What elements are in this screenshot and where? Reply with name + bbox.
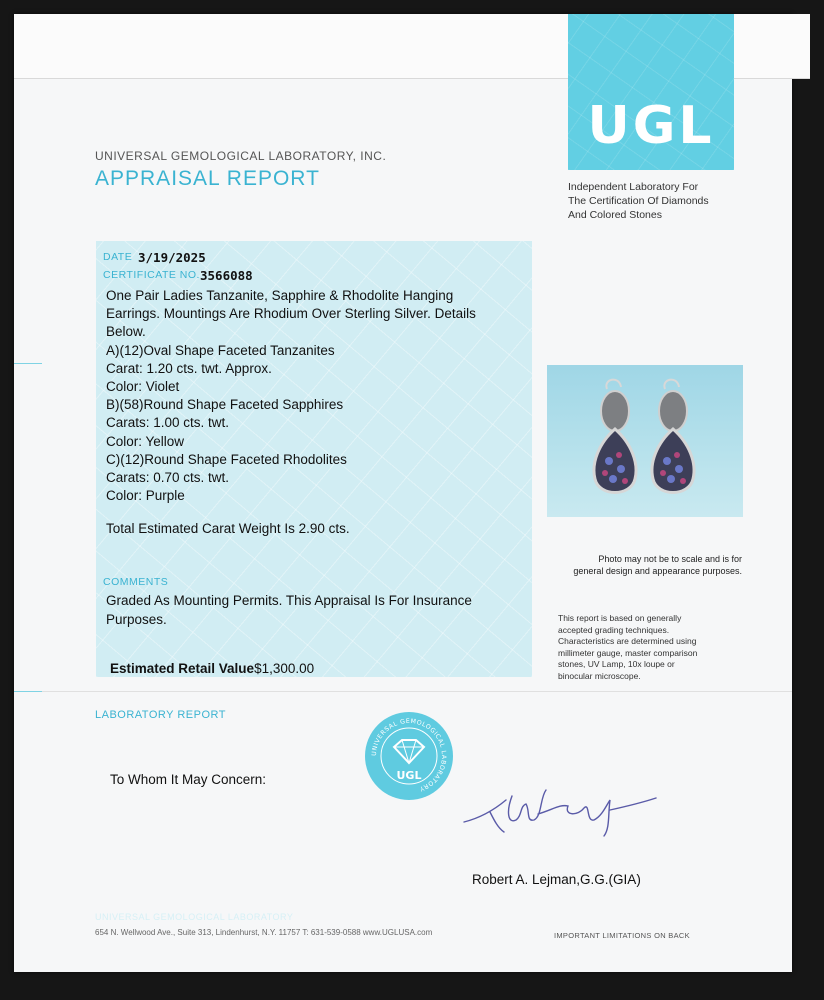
description-line: Color: Purple bbox=[106, 488, 185, 504]
description-line: Carats: 1.00 cts. twt. bbox=[106, 415, 230, 431]
lab-name: UNIVERSAL GEMOLOGICAL LABORATORY, INC. bbox=[95, 149, 387, 163]
methods-line: accepted grading techniques. bbox=[558, 624, 670, 635]
estimated-value-label: Estimated Retail Value bbox=[110, 661, 255, 676]
photo-caption-line: general design and appearance purposes. bbox=[573, 566, 742, 576]
earrings-photo bbox=[547, 365, 743, 517]
comments-line: Purposes. bbox=[106, 611, 167, 627]
fold-line bbox=[14, 691, 792, 692]
comments-line: Graded As Mounting Permits. This Appraisal Is For Insurance bbox=[106, 593, 472, 608]
grading-methods-note bbox=[558, 613, 723, 682]
estimated-value-amount: $1,300.00 bbox=[254, 661, 315, 676]
photo-caption bbox=[552, 553, 742, 577]
description-line: Carat: 1.20 cts. twt. Approx. bbox=[106, 360, 272, 376]
photo-caption-line: Photo may not be to scale and is for bbox=[598, 554, 742, 564]
seal-center-text: UGL bbox=[396, 769, 422, 782]
methods-line: binocular microscope. bbox=[558, 670, 641, 681]
description-line: Below. bbox=[106, 324, 146, 340]
methods-line: This report is based on generally bbox=[558, 613, 682, 623]
description-line: Earrings. Mountings Are Rhodium Over Sterling Silver. Details bbox=[106, 306, 476, 322]
brand-block bbox=[568, 14, 734, 170]
seal-ring-text: UNIVERSAL GEMOLOGICAL LABORATORY bbox=[370, 717, 448, 793]
tagline-line: The Certification Of Diamonds bbox=[568, 195, 709, 207]
tagline-line: Independent Laboratory For bbox=[568, 181, 699, 193]
comments-text bbox=[106, 592, 526, 629]
margin-tick bbox=[14, 691, 42, 692]
earrings-illustration bbox=[547, 365, 743, 517]
certificate-number-label: CERTIFICATE NO. bbox=[103, 269, 200, 281]
comments-label: COMMENTS bbox=[103, 576, 169, 588]
description-line: B)(58)Round Shape Faceted Sapphires bbox=[106, 397, 344, 413]
date-value: 3/19/2025 bbox=[138, 250, 206, 265]
footer-lab-name: UNIVERSAL GEMOLOGICAL LABORATORY bbox=[95, 912, 294, 922]
laboratory-report-label: LABORATORY REPORT bbox=[95, 709, 226, 721]
signature bbox=[460, 776, 660, 846]
description-line: Color: Yellow bbox=[106, 433, 185, 449]
description-line: A)(12)Oval Shape Faceted Tanzanites bbox=[106, 342, 335, 358]
salutation: To Whom It May Concern: bbox=[110, 772, 267, 787]
certificate-number-value: 3566088 bbox=[200, 268, 253, 283]
methods-line: stones, UV Lamp, 10x loupe or bbox=[558, 659, 675, 669]
estimated-value-row bbox=[110, 661, 314, 676]
ugl-seal bbox=[364, 711, 454, 801]
description-line: Carats: 0.70 cts. twt. bbox=[106, 470, 230, 486]
item-description bbox=[106, 287, 526, 505]
total-carat-weight: Total Estimated Carat Weight Is 2.90 cts. bbox=[106, 521, 350, 536]
lab-tagline bbox=[568, 180, 768, 222]
signer-name: Robert A. Lejman,G.G.(GIA) bbox=[472, 872, 641, 887]
margin-tick bbox=[14, 363, 42, 364]
limitations-note: IMPORTANT LIMITATIONS ON BACK bbox=[554, 931, 690, 940]
footer-address: 654 N. Wellwood Ave., Suite 313, Lindenhurst, N.Y. 11757 T: 631-539-0588 www.UGLUSA.com bbox=[95, 928, 433, 937]
ugl-logo: UGL bbox=[587, 96, 715, 156]
methods-line: millimeter gauge, master comparison bbox=[558, 647, 698, 658]
date-label: DATE bbox=[103, 251, 133, 263]
description-line: Color: Violet bbox=[106, 379, 180, 395]
report-title: APPRAISAL REPORT bbox=[95, 167, 320, 190]
description-line: One Pair Ladies Tanzanite, Sapphire & Rhodolite Hanging bbox=[106, 288, 454, 303]
methods-line: Characteristics are determined using bbox=[558, 636, 697, 646]
description-line: C)(12)Round Shape Faceted Rhodolites bbox=[106, 451, 347, 467]
tagline-line: And Colored Stones bbox=[568, 209, 662, 221]
